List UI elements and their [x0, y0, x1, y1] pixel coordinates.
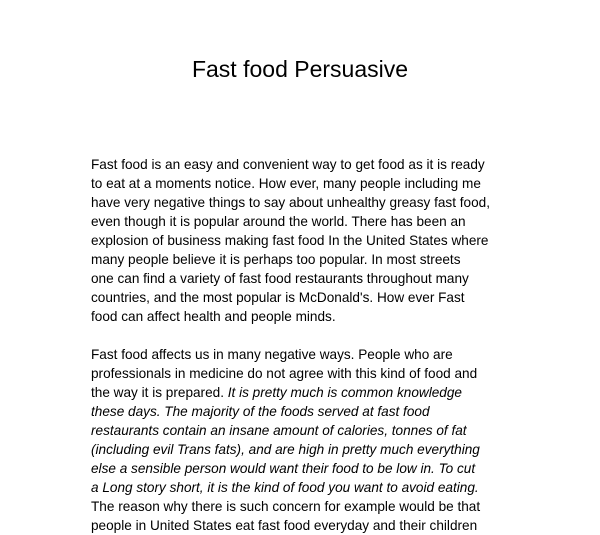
paragraph-2: [91, 345, 511, 535]
paragraph-2-line: professionals in medicine do not agree with this kind of food and: [91, 366, 478, 381]
paragraph-2-italic-line: these days. The majority of the foods served at fast food: [91, 404, 430, 419]
paragraph-1-line: one can find a variety of fast food restaurants throughout many: [91, 271, 469, 286]
paragraph-2-italic-line: (including evil Trans fats), and are high in pretty much everything: [91, 442, 480, 457]
paragraph-2-plain-text: the way it is prepared.: [91, 385, 224, 400]
paragraph-1: [91, 155, 511, 326]
paragraph-1-line: food can affect health and people minds.: [91, 309, 336, 324]
paragraph-2-italic-line: else a sensible person would want their food to be low in. To cut: [91, 461, 476, 476]
paragraph-1-line: explosion of business making fast food In the United States where: [91, 233, 489, 248]
paragraph-2-line: The reason why there is such concern for example would be that: [91, 499, 481, 514]
paragraph-1-line: even though it is popular around the world. There has been an: [91, 214, 466, 229]
paragraph-2-line-mixed: [91, 383, 511, 402]
paragraph-1-line: have very negative things to say about unhealthy greasy fast food,: [91, 195, 491, 210]
paragraph-2-italic-line: a Long story short, it is the kind of food you want to avoid eating.: [91, 480, 479, 495]
paragraph-2-line: people in United States eat fast food everyday and their children: [91, 518, 478, 533]
paragraph-1-line: countries, and the most popular is McDonald's. How ever Fast: [91, 290, 465, 305]
paragraph-1-line: many people believe it is perhaps too popular. In most streets: [91, 252, 461, 267]
document-title: Fast food Persuasive: [191, 56, 409, 82]
paragraph-1-line: to eat at a moments notice. How ever, many people including me: [91, 176, 481, 191]
paragraph-2-italic-quote: It is pretty much is common knowledge: [223, 385, 462, 400]
paragraph-2-italic-line: restaurants contain an insane amount of calories, tonnes of fat: [91, 423, 467, 438]
paragraph-1-line: Fast food is an easy and convenient way to get food as it is ready: [91, 157, 485, 172]
paragraph-2-line: Fast food affects us in many negative ways. People who are: [91, 347, 453, 362]
